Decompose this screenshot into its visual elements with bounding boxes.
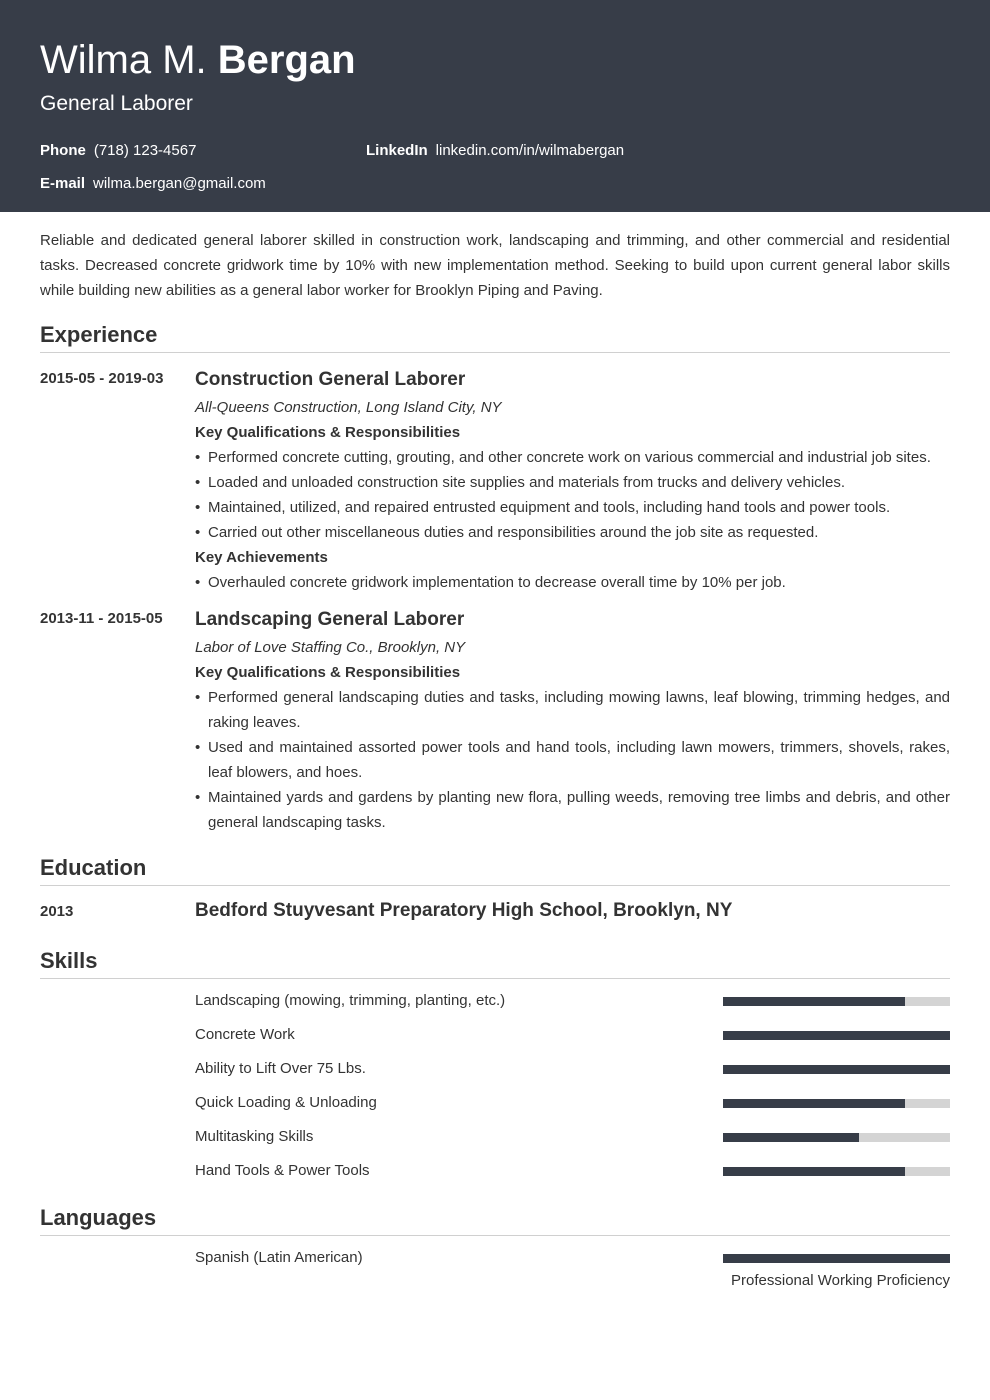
contact-phone-label: Phone bbox=[40, 142, 86, 159]
skill-level-bar bbox=[723, 1065, 950, 1074]
responsibilities-list bbox=[195, 445, 950, 545]
skill-level-bar bbox=[723, 1167, 950, 1176]
resume-header bbox=[0, 0, 990, 212]
contact-linkedin-value[interactable]: linkedin.com/in/wilmabergan bbox=[435, 142, 625, 159]
language-proficiency: Professional Working Proficiency bbox=[731, 1272, 950, 1289]
skill-name: Multitasking Skills bbox=[195, 1128, 314, 1145]
profile-summary: Reliable and dedicated general laborer skilled in construction work, landscaping and trimming, and other commercial and residential tasks. Decreased concrete gridwork time by 10% with new implementation method. Seeking to build upon current general labor skills while building new abilities as a general labor worker for Brooklyn Piping and Paving. bbox=[40, 232, 950, 299]
skill-name: Quick Loading & Unloading bbox=[195, 1094, 377, 1111]
first-name: Wilma M. bbox=[40, 38, 207, 82]
responsibilities-heading: Key Qualifications & Responsibilities bbox=[195, 424, 461, 441]
skill-level-bar bbox=[723, 1099, 950, 1108]
education-year: 2013 bbox=[40, 903, 74, 920]
skill-name: Concrete Work bbox=[195, 1026, 295, 1043]
contact-email bbox=[40, 174, 266, 194]
contact-phone bbox=[40, 141, 196, 161]
list-item: • Performed concrete cutting, grouting, and other concrete work on various commercial and industrial job sites. bbox=[195, 445, 950, 470]
responsibilities-heading: Key Qualifications & Responsibilities bbox=[195, 664, 461, 681]
skill-level-fill bbox=[723, 1031, 950, 1040]
last-name: Bergan bbox=[217, 38, 356, 82]
language-level-fill bbox=[723, 1254, 950, 1263]
list-item: • Used and maintained assorted power tools and hand tools, including lawn mowers, trimmers, shovels, rakes, leaf blowers, and hoes. bbox=[195, 735, 950, 785]
job-title: Landscaping General Laborer bbox=[195, 609, 465, 630]
job-entry bbox=[195, 365, 950, 595]
candidate-name bbox=[40, 37, 356, 83]
achievements-list bbox=[195, 570, 950, 595]
list-item: • Carried out other miscellaneous duties and responsibilities around the job site as requested. bbox=[195, 520, 950, 545]
list-item: • Overhauled concrete gridwork implementation to decrease overall time by 10% per job. bbox=[195, 570, 950, 595]
skill-level-bar bbox=[723, 1133, 950, 1142]
language-name: Spanish (Latin American) bbox=[195, 1249, 363, 1266]
job-entry bbox=[195, 605, 950, 835]
skill-name: Landscaping (mowing, trimming, planting, etc.) bbox=[195, 992, 506, 1009]
skill-level-fill bbox=[723, 1167, 905, 1176]
job-employer: Labor of Love Staffing Co., Brooklyn, NY bbox=[195, 639, 466, 656]
skill-level-bar bbox=[723, 1031, 950, 1040]
education-heading: Education bbox=[40, 854, 950, 886]
languages-heading: Languages bbox=[40, 1204, 950, 1236]
list-item: • Maintained yards and gardens by planting new flora, pulling weeds, removing tree limbs and debris, and other general landscaping tasks. bbox=[195, 785, 950, 835]
skill-name: Hand Tools & Power Tools bbox=[195, 1162, 370, 1179]
skill-level-fill bbox=[723, 997, 905, 1006]
language-level-bar bbox=[723, 1254, 950, 1263]
job-dates: 2013-11 - 2015-05 bbox=[40, 610, 163, 627]
job-dates: 2015-05 - 2019-03 bbox=[40, 370, 164, 387]
list-item: • Maintained, utilized, and repaired entrusted equipment and tools, including hand tools and power tools. bbox=[195, 495, 950, 520]
contact-email-value[interactable]: wilma.bergan@gmail.com bbox=[93, 175, 266, 192]
list-item: • Loaded and unloaded construction site supplies and materials from trucks and delivery vehicles. bbox=[195, 470, 950, 495]
skill-name: Ability to Lift Over 75 Lbs. bbox=[195, 1060, 366, 1077]
job-employer: All-Queens Construction, Long Island City, NY bbox=[195, 399, 502, 416]
skill-level-fill bbox=[723, 1133, 859, 1142]
job-title: Construction General Laborer bbox=[195, 369, 466, 390]
achievements-heading: Key Achievements bbox=[195, 549, 328, 566]
skill-level-bar bbox=[723, 997, 950, 1006]
skill-level-fill bbox=[723, 1065, 950, 1074]
contact-email-label: E-mail bbox=[40, 175, 86, 192]
contact-phone-value: (718) 123-4567 bbox=[93, 142, 197, 159]
skill-level-fill bbox=[723, 1099, 905, 1108]
job-title: General Laborer bbox=[40, 92, 193, 115]
responsibilities-list bbox=[195, 685, 950, 835]
contact-linkedin-label: LinkedIn bbox=[366, 142, 428, 159]
experience-heading: Experience bbox=[40, 321, 950, 353]
contact-linkedin bbox=[366, 141, 624, 161]
list-item: • Performed general landscaping duties and tasks, including mowing lawns, leaf blowing, trimming hedges, and raking leaves. bbox=[195, 685, 950, 735]
skills-heading: Skills bbox=[40, 947, 950, 979]
education-school: Bedford Stuyvesant Preparatory High School, Brooklyn, NY bbox=[195, 900, 733, 921]
